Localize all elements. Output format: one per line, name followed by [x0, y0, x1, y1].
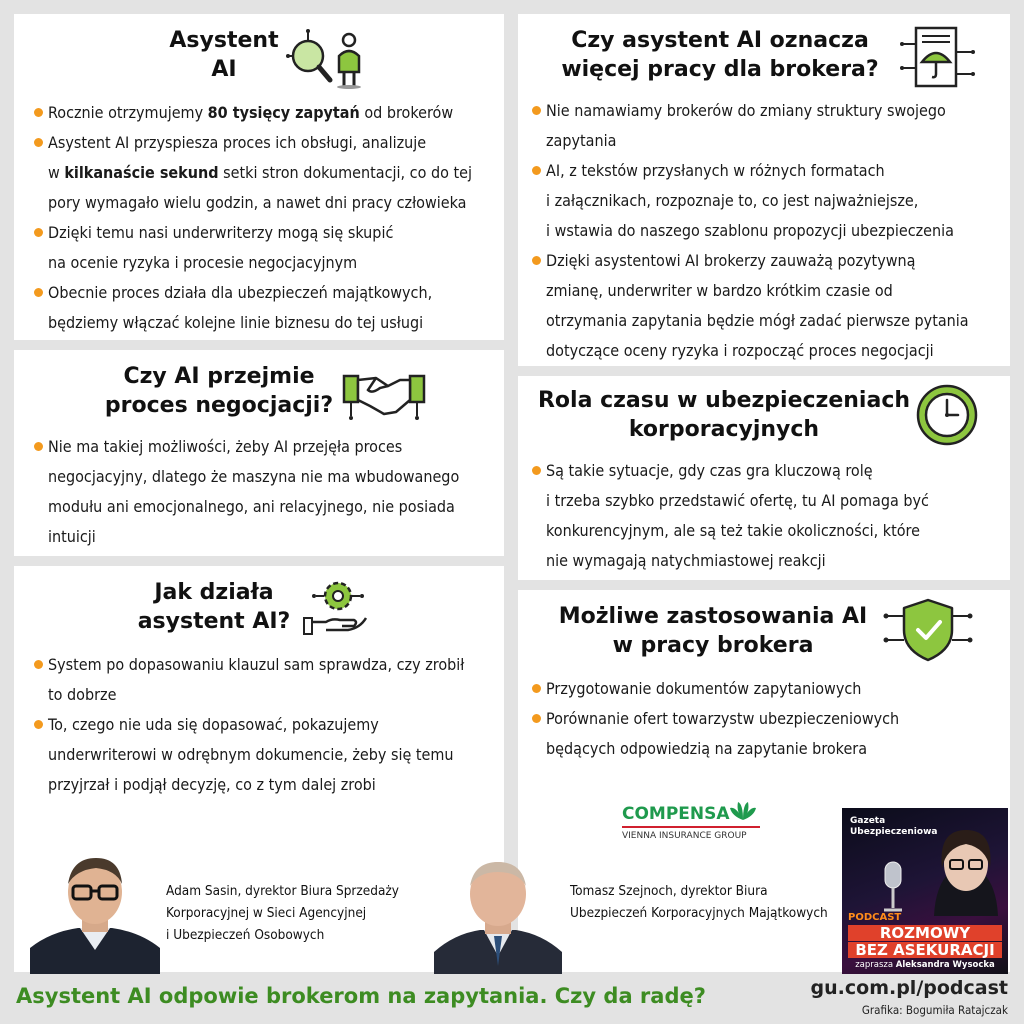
title-line-2: AI: [211, 57, 237, 82]
microphone-icon: [878, 860, 908, 912]
title-line-2: asystent AI?: [137, 609, 291, 634]
card-negocjacje: [14, 350, 504, 556]
bullet-item: System po dopasowaniu klauzul sam sprawdza, czy zrobił to dobrze: [34, 650, 496, 710]
card-asystent-ai: [14, 14, 504, 340]
card-title: [94, 362, 344, 420]
title-line-1: Czy AI przejmie: [123, 364, 315, 389]
bullet-list: [34, 650, 496, 800]
bullet-item: To, czego nie uda się dopasować, pokazujemy underwriterowi w odrębnym dokumencie, żeby się temu przyjrzał i podjął decyzję, co z tym dalej zrobi: [34, 710, 496, 800]
podcast-publisher: Gazeta Ubezpieczeniowa: [850, 816, 938, 837]
photo-tomasz-szejnoch: [434, 856, 562, 974]
card-title: [144, 26, 304, 84]
podcast-label: PODCAST: [848, 912, 902, 923]
bullet-list: [532, 674, 1006, 764]
magnifier-person-icon: [286, 26, 368, 90]
bullet-list: [34, 98, 496, 338]
card-wiecej-pracy: [518, 14, 1010, 366]
leaves-icon: [726, 802, 760, 822]
bullet-item: AI, z tekstów przysłanych w różnych formatach i załącznikach, rozpoznaje to, co jest najważniejsze, i wstawia do naszego szablonu propozycji ubezpieczenia: [532, 156, 1006, 246]
bullet-item: Asystent AI przyspiesza proces ich obsługi, analizuje w kilkanaście sekund setki stron dokumentacji, co do tej pory wymagało wielu godzin, a nawet dni pracy człowieka: [34, 128, 496, 218]
title-line-2: więcej pracy dla brokera?: [561, 57, 879, 82]
bullet-list: [34, 432, 496, 552]
podcast-host: zaprasza Aleksandra Wysocka: [855, 960, 995, 970]
title-line-1: Asystent: [169, 28, 279, 53]
handshake-icon: [340, 364, 428, 424]
gear-hand-icon: [302, 574, 372, 640]
bullet-list: [532, 456, 1006, 576]
title-line-2: proces negocjacji?: [104, 393, 334, 418]
logo-rule: [622, 826, 760, 828]
podcast-title: ROZMOWY BEZ ASEKURACJI: [842, 924, 1008, 959]
bullet-item: Są takie sytuacje, gdy czas gra kluczową rolę i trzeba szybko przedstawić ofertę, tu AI pomaga być konkurencyjnym, ale są też takie okoliczności, które nie wymagają natychmiastowej reakcji: [532, 456, 1006, 576]
footer-headline: Asystent AI odpowie brokerom na zapytania. Czy da radę?: [16, 984, 706, 1008]
bullet-item: Nie namawiamy brokerów do zmiany struktury swojego zapytania: [532, 96, 1006, 156]
compensa-wordmark: COMPENSA: [622, 804, 730, 824]
caption-adam-sasin: Adam Sasin, dyrektor Biura Sprzedaży Korporacyjnej w Sieci Agencyjnej i Ubezpieczeń Osobowych: [166, 883, 399, 943]
title-line-1: Rola czasu w ubezpieczeniach: [537, 388, 911, 413]
card-title: [534, 386, 914, 444]
podcast-cover[interactable]: [842, 808, 1008, 974]
bullet-item: Dzięki temu nasi underwriterzy mogą się skupić na ocenie ryzyka i procesie negocjacyjnym: [34, 218, 496, 278]
shield-check-icon: [882, 596, 974, 664]
card-title: [124, 578, 304, 636]
caption-tomasz-szejnoch: Tomasz Szejnoch, dyrektor Biura Ubezpieczeń Korporacyjnych Majątkowych: [570, 883, 828, 921]
bullet-item: Porównanie ofert towarzystw ubezpieczeniowych będących odpowiedzią na zapytanie brokera: [532, 704, 1006, 764]
clock-icon: [914, 382, 980, 448]
photo-adam-sasin: [30, 848, 160, 974]
card-rola-czasu: [518, 376, 1010, 580]
bullet-item: Nie ma takiej możliwości, żeby AI przejęła proces negocjacyjny, dlatego że maszyna nie ma wbudowanego modułu ani emocjonalnego, ani relacyjnego, nie posiada intuicji: [34, 432, 496, 552]
podcast-link[interactable]: gu.com.pl/podcast: [810, 977, 1008, 999]
title-line-1: Czy asystent AI oznacza: [571, 28, 869, 53]
title-line-2: korporacyjnych: [628, 417, 820, 442]
bullet-list: [532, 96, 1006, 366]
document-umbrella-icon: [898, 24, 978, 92]
bullet-item: Dzięki asystentowi AI brokerzy zauważą pozytywną zmianę, underwriter w bardzo krótkim czasie od otrzymania zapytania będzie mógł zadać pierwsze pytania dotyczące oceny ryzyka i rozpocząć proces negocjacji: [532, 246, 1006, 366]
host-portrait: [924, 822, 1008, 916]
graphic-credit: Grafika: Bogumiła Ratajczak: [861, 1003, 1008, 1017]
compensa-logo: [622, 804, 762, 848]
bullet-item: Obecnie proces działa dla ubezpieczeń majątkowych, będziemy włączać kolejne linie biznesu do tej usługi: [34, 278, 496, 338]
title-line-2: w pracy brokera: [612, 633, 814, 658]
bullet-item: Przygotowanie dokumentów zapytaniowych: [532, 674, 1006, 704]
card-title: [548, 26, 892, 84]
title-line-1: Jak działa: [154, 580, 274, 605]
bullet-item: Rocznie otrzymujemy 80 tysięcy zapytań od brokerów: [34, 98, 496, 128]
vig-tagline: VIENNA INSURANCE GROUP: [622, 831, 747, 841]
card-title: [548, 602, 878, 660]
title-line-1: Możliwe zastosowania AI: [558, 604, 868, 629]
